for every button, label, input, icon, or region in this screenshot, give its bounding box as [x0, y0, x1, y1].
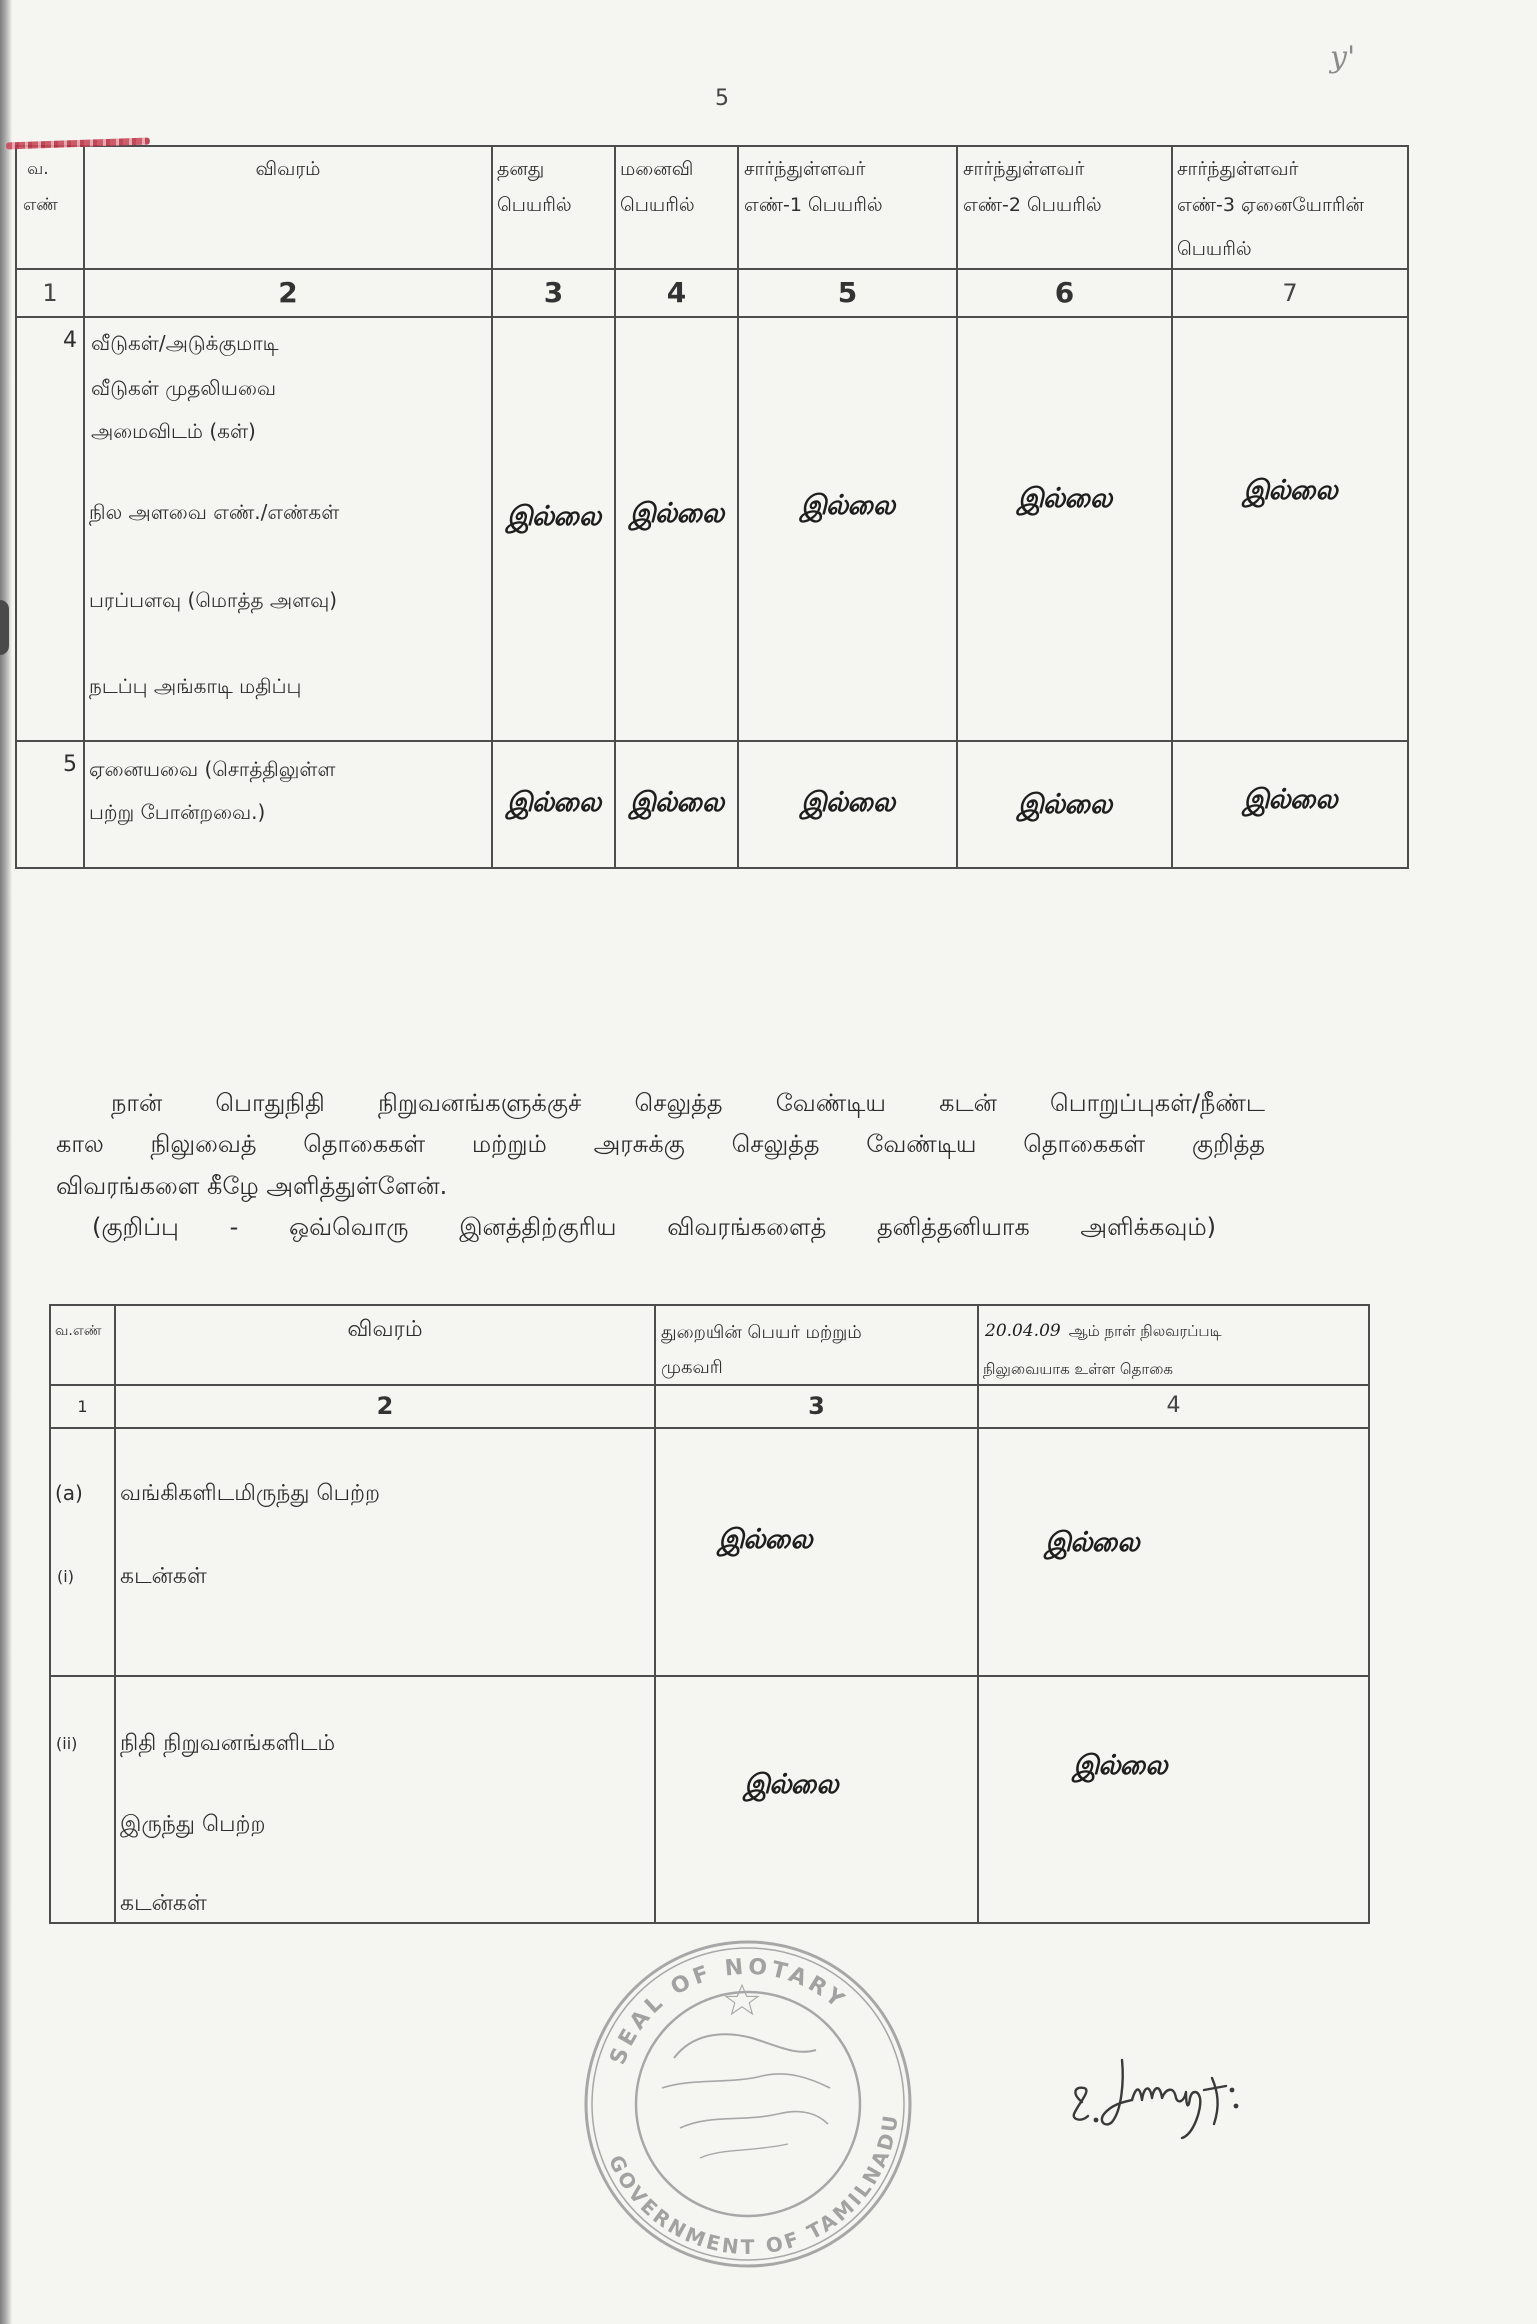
column-number-cell — [738, 269, 957, 317]
row-label-cell — [50, 1676, 115, 1923]
liabilities-column-number-row — [50, 1385, 1369, 1428]
row-details-cell — [115, 1428, 655, 1676]
svg-text:GOVERNMENT OF TAMILNADU — [604, 2111, 903, 2259]
column-number: 3 — [543, 276, 564, 309]
seal-top-text: SEAL OF NOTARY — [605, 1954, 852, 2069]
value-cell-self — [492, 741, 615, 868]
assets-header-dependent-3 — [1172, 146, 1408, 269]
row-label: (ii) — [56, 1734, 78, 1753]
column-number-cell — [957, 269, 1172, 317]
handwritten-nil-value: இல்லை — [1243, 784, 1337, 815]
header-text: விவரம் — [347, 1317, 423, 1342]
column-number-cell — [16, 269, 84, 317]
header-text: வ. — [27, 159, 49, 179]
row-label: (i) — [57, 1567, 74, 1586]
column-number-cell — [492, 269, 615, 317]
column-number: 1 — [77, 1397, 88, 1416]
header-text-line — [985, 1319, 1222, 1343]
handwritten-nil-value: இல்லை — [629, 498, 724, 529]
value-cell-dependent-2 — [957, 741, 1172, 868]
handwritten-nil-value: இல்லை — [1073, 1750, 1167, 1781]
detail-line: வீடுகள் முதலியவை — [91, 376, 277, 400]
page-number: 5 — [715, 86, 729, 111]
assets-header-dependent-1 — [738, 146, 957, 269]
handwritten-nil-value: இல்லை — [800, 787, 895, 818]
header-text: மனைவி — [620, 158, 694, 180]
value-cell-self — [492, 317, 615, 741]
detail-line: பரப்பளவு (மொத்த அளவு) — [89, 588, 338, 612]
header-text: துறையின் பெயர் மற்றும் — [661, 1322, 862, 1343]
header-text: சார்ந்துள்ளவர் — [963, 158, 1085, 180]
value-cell-balance — [978, 1428, 1369, 1676]
handwritten-nil-value: இல்லை — [1017, 483, 1112, 514]
row-details-cell — [115, 1676, 655, 1923]
column-number-cell — [84, 269, 492, 317]
handwritten-nil-value: இல்லை — [744, 1769, 838, 1800]
column-number: 4 — [1166, 1393, 1181, 1418]
handwritten-nil-value: இல்லை — [1243, 475, 1337, 506]
assets-header-dependent-2 — [957, 146, 1172, 269]
detail-line: பற்று போன்றவை.) — [89, 800, 266, 824]
column-number-cell — [115, 1385, 655, 1428]
seal-inner-scribble — [674, 2034, 816, 2058]
column-number-cell — [615, 269, 738, 317]
column-number: 4 — [666, 276, 687, 309]
liabilities-header-sno — [50, 1305, 115, 1385]
liabilities-header-details — [115, 1305, 655, 1385]
row-label-cell — [50, 1428, 115, 1676]
header-text: தனது — [497, 158, 545, 180]
notary-seal — [582, 1938, 914, 2270]
handwritten-date: 20.04.09 — [985, 1321, 1061, 1341]
seal-inner-ring — [636, 1992, 860, 2216]
assets-header-details — [84, 146, 492, 269]
statement-line: கால நிலுவைத் தொகைகள் மற்றும் அரசுக்கு செலுத்த வேண்டிய தொகைகள் குறித்த — [56, 1130, 1265, 1158]
value-cell-spouse — [615, 317, 738, 741]
liabilities-row-finance-loans — [50, 1676, 1369, 1923]
column-number: 3 — [808, 1392, 825, 1420]
column-number: 2 — [278, 276, 298, 309]
handwritten-nil-value: இல்லை — [800, 490, 895, 521]
header-text: நிலுவையாக உள்ள தொகை — [983, 1360, 1174, 1378]
handwritten-nil-value: இல்லை — [506, 787, 601, 818]
handwritten-nil-value: இல்லை — [1017, 789, 1112, 820]
value-cell-dependent-2 — [957, 317, 1172, 741]
liabilities-header-balance — [978, 1305, 1369, 1385]
corner-handwritten-mark: y' — [1330, 40, 1356, 75]
header-text: பெயரில் — [620, 194, 695, 216]
detail-line: நிதி நிறுவனங்களிடம் — [120, 1731, 336, 1756]
detail-line: இருந்து பெற்ற — [120, 1812, 266, 1837]
liabilities-header-department — [655, 1305, 978, 1385]
header-text: பெயரில் — [497, 194, 572, 216]
row-sno-cell — [16, 317, 84, 741]
assets-header-self — [492, 146, 615, 269]
signature — [1060, 2040, 1300, 2150]
value-cell-dependent-3 — [1172, 317, 1408, 741]
header-text: முகவரி — [661, 1357, 723, 1378]
column-number: 7 — [1282, 279, 1298, 307]
value-cell-department — [655, 1676, 978, 1923]
liabilities-table-wrapper — [49, 1304, 1370, 1924]
value-cell-dependent-1 — [738, 741, 957, 868]
scan-edge-mark — [0, 600, 9, 655]
value-cell-balance — [978, 1676, 1369, 1923]
liabilities-table — [49, 1304, 1370, 1924]
handwritten-nil-value: இல்லை — [1045, 1527, 1139, 1558]
row-sno-cell — [16, 741, 84, 868]
column-number-cell — [655, 1385, 978, 1428]
detail-line: கடன்கள் — [120, 1564, 207, 1589]
scan-left-edge — [0, 0, 12, 2324]
assets-header-row — [16, 146, 1408, 269]
value-cell-dependent-3 — [1172, 741, 1408, 868]
statement-line: விவரங்களை கீழே அளித்துள்ளேன். — [56, 1172, 448, 1200]
row-details-cell — [84, 741, 492, 868]
assets-row-houses — [16, 317, 1408, 741]
column-number-cell — [978, 1385, 1369, 1428]
header-text: எண்-3 ஏனையோரின் — [1177, 194, 1364, 216]
detail-line: வீடுகள்/அடுக்குமாடி — [91, 331, 279, 355]
column-number: 2 — [376, 1392, 394, 1420]
header-text: எண்-2 பெயரில் — [963, 194, 1102, 216]
detail-line: ஏனையவை (சொத்திலுள்ள — [89, 757, 336, 781]
value-cell-spouse — [615, 741, 738, 868]
column-number-cell — [1172, 269, 1408, 317]
header-text: விவரம் — [255, 158, 321, 180]
assets-column-number-row — [16, 269, 1408, 317]
handwritten-nil-value: இல்லை — [718, 1524, 812, 1555]
column-number: 5 — [837, 276, 858, 309]
assets-header-sno — [16, 146, 84, 269]
detail-line: நடப்பு அங்காடி மதிப்பு — [89, 674, 302, 698]
detail-line: கடன்கள் — [120, 1891, 207, 1916]
handwritten-nil-value: இல்லை — [629, 787, 724, 818]
column-number: 6 — [1054, 276, 1075, 309]
row-details-cell — [84, 317, 492, 741]
header-text: எண் — [23, 195, 58, 215]
row-label: (a) — [55, 1481, 83, 1505]
assets-header-spouse — [615, 146, 738, 269]
assets-table-wrapper — [15, 145, 1409, 869]
value-cell-dependent-1 — [738, 317, 957, 741]
seal-outer-ring — [586, 1942, 910, 2266]
liabilities-row-bank-loans — [50, 1428, 1369, 1676]
header-text: சார்ந்துள்ளவர் — [1177, 158, 1299, 180]
liabilities-header-row — [50, 1305, 1369, 1385]
header-text: பெயரில் — [1177, 238, 1252, 260]
detail-line: அமைவிடம் (கள்) — [91, 419, 256, 443]
column-number-cell — [50, 1385, 115, 1428]
detail-line: நில அளவை எண்./எண்கள் — [89, 500, 340, 524]
header-text: எண்-1 பெயரில் — [744, 194, 883, 216]
handwritten-nil-value: இல்லை — [506, 501, 601, 532]
assets-row-others — [16, 741, 1408, 868]
value-cell-department — [655, 1428, 978, 1676]
row-sno: 5 — [63, 752, 77, 777]
column-number: 1 — [42, 279, 58, 307]
header-text: ஆம் நாள் நிலவரப்படி — [1068, 1322, 1222, 1340]
header-text: சார்ந்துள்ளவர் — [744, 158, 866, 180]
statement-note: (குறிப்பு - ஒவ்வொரு இனத்திற்குரிய விவரங்களைத் தனித்தனியாக அளிக்கவும்) — [92, 1213, 1216, 1241]
seal-bottom-text: GOVERNMENT OF TAMILNADU — [603, 2111, 903, 2260]
header-text: வ.எண் — [55, 1323, 102, 1339]
row-sno: 4 — [63, 328, 77, 353]
detail-line: வங்கிகளிடமிருந்து பெற்ற — [120, 1481, 380, 1506]
assets-table — [15, 145, 1409, 869]
statement-line: நான் பொதுநிதி நிறுவனங்களுக்குச் செலுத்த வேண்டிய கடன் பொறுப்புகள்/நீண்ட — [111, 1089, 1265, 1117]
